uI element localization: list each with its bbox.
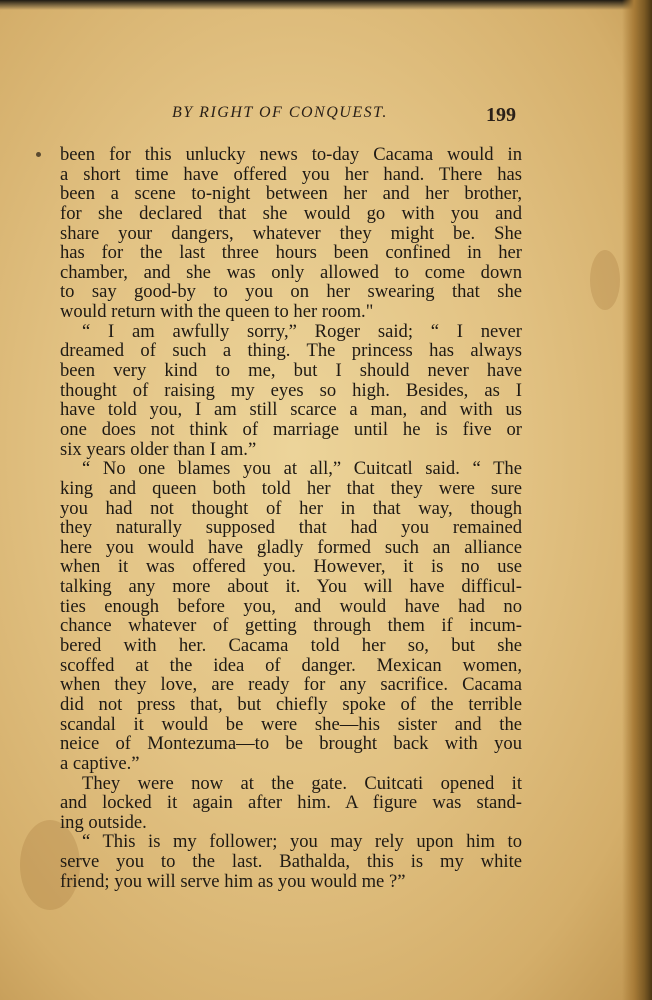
text-line: thought of raising my eyes so high. Besides, as I bbox=[60, 379, 522, 401]
text-line: you had not thought of her in that way, though bbox=[60, 497, 522, 519]
text-line: scoffed at the idea of danger. Mexican women, bbox=[60, 654, 522, 676]
top-edge-shadow bbox=[0, 0, 652, 10]
running-head: BY RIGHT OF CONQUEST. bbox=[172, 104, 388, 121]
page-number: 199 bbox=[486, 104, 516, 126]
text-line: would return with the queen to her room." bbox=[60, 301, 374, 323]
text-line: when it was offered you. However, it is no use bbox=[60, 556, 522, 578]
text-line: dreamed of such a thing. The princess has always bbox=[60, 340, 522, 362]
text-line: here you would have gladly formed such an alliance bbox=[60, 536, 522, 558]
text-line: king and queen both told her that they were sure bbox=[60, 477, 522, 499]
text-line: been for this unlucky news to-day Cacama would in bbox=[60, 144, 522, 165]
book-spine-edge bbox=[622, 0, 652, 1000]
text-line: “ I am awfully sorry,” Roger said; “ I never bbox=[82, 320, 522, 342]
text-line: chamber, and she was only allowed to come down bbox=[60, 261, 522, 283]
text-line: scandal it would be were she—his sister and the bbox=[60, 713, 522, 735]
text-line: when they love, are ready for any sacrifice. Cacama bbox=[60, 674, 522, 696]
text-line: They were now at the gate. Cuitcati opened it bbox=[82, 772, 522, 794]
paper-stain bbox=[590, 250, 620, 310]
text-line: bered with her. Cacama told her so, but she bbox=[60, 635, 522, 657]
text-line: “ No one blames you at all,” Cuitcatl said. “ The bbox=[82, 458, 522, 480]
text-line: talking any more about it. You will have difficul- bbox=[60, 576, 522, 598]
text-line: one does not think of marriage until he is five or bbox=[60, 418, 522, 440]
margin-mark bbox=[36, 152, 41, 157]
text-line: for she declared that she would go with you and bbox=[60, 202, 522, 224]
text-line: share your dangers, whatever they might be. She bbox=[60, 222, 522, 244]
text-line: did not press that, but chiefly spoke of the terrible bbox=[60, 693, 522, 715]
text-line: a short time have offered you her hand. There has bbox=[60, 163, 522, 185]
text-line: have told you, I am still scarce a man, and with us bbox=[60, 399, 522, 421]
text-line: chance whatever of getting through them if incum- bbox=[60, 615, 522, 637]
page-header bbox=[0, 104, 652, 130]
text-line: serve you to the last. Bathalda, this is my white bbox=[60, 851, 522, 873]
text-line: been very kind to me, but I should never have bbox=[60, 360, 522, 382]
text-line: friend; you will serve him as you would me ?” bbox=[60, 870, 406, 892]
text-line: they naturally supposed that had you remained bbox=[60, 517, 522, 539]
text-line: “ This is my follower; you may rely upon him to bbox=[82, 831, 522, 853]
text-line: ties enough before you, and would have had no bbox=[60, 595, 522, 617]
text-line: has for the last three hours been confined in her bbox=[60, 242, 522, 264]
text-line: been a scene to-night between her and her brother, bbox=[60, 183, 522, 205]
text-line: six years older than I am.” bbox=[60, 438, 257, 460]
text-line: to say good-by to you on her swearing that she bbox=[60, 281, 522, 303]
body-text bbox=[60, 145, 522, 891]
text-line: ing outside. bbox=[60, 811, 147, 833]
text-line: neice of Montezuma—to be brought back with you bbox=[60, 733, 522, 755]
text-line: and locked it again after him. A figure was stand- bbox=[60, 792, 522, 814]
text-line: a captive.” bbox=[60, 752, 140, 774]
